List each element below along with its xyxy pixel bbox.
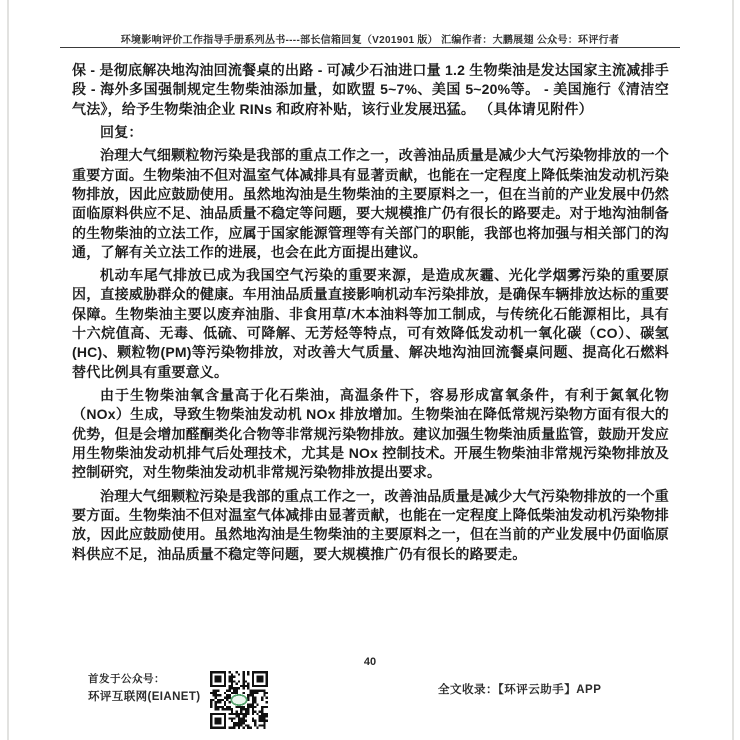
paragraph: 治理大气细颗粒污染是我部的重点工作之一，改善油品质量是减少大气污染物排放的一个重要方面。生物柴油不但对温室气体减排由显著贡献，也能在一定程度上降低柴油发动机污染物排放，因此应鼓励使用。虽然地沟油是生物柴油的主要原料之一，但在当前的产业发展中仍面临原料供应不足，油品质量不稳定等问题，要大规模推广仍有很长的路要走。 [72,487,669,562]
header-text: 环境影响评价工作指导手册系列丛书----部长信箱回复（V201901 版） 汇编作者：大鹏展翅 公众号：环评行者 [120,35,620,46]
scan-artifact-right [732,0,734,740]
paragraph: 保 - 是彻底解决地沟油回流餐桌的出路 - 可减少石油进口量 1.2 生物柴油是发达国家主流减排手段 - 海外多国强制规定生物柴油添加量，如欧盟 5~7%、美国 5~20%等。 - 美国施行《清洁空气法》，给予生物柴油企业 RINs 和政府补贴，该行业发展迅猛。 （具体请见附件） [72,62,669,117]
document-body [72,61,669,568]
page-header [63,31,677,46]
qr-center-logo [231,695,246,705]
scan-artifact-left [7,0,9,740]
paragraph: 治理大气细颗粒物污染是我部的重点工作之一，改善油品质量是减少大气污染物排放的一个重要方面。生物柴油不但对温室气体减排具有显著贡献，也能在一定程度上降低柴油发动机污染物排放，因此应鼓励使用。虽然地沟油是生物柴油的主要原料之一，但在当前的产业发展中仍然面临原料供应不足、油品质量不稳定等问题，要大规模推广仍有很长的路要走。对于地沟油制备的生物柴油的立法工作，应属于国家能源管理等有关部门的职能，我部也将加强与相关部门的沟通，了解有关立法工作的进展，也会在此方面提出建议。 [72,147,669,260]
paragraph: 回复： [100,123,143,140]
footer-source [88,671,201,704]
paragraph: 由于生物柴油氧含量高于化石柴油，高温条件下，容易形成富氧条件，有利于氮氧化物（NOx）生成，导致生物柴油发动机 NOx 排放增加。生物柴油在降低常规污染物方面有很大的优势，但是会增加醛酮类化合物等非常规污染物排放。建议加强生物柴油质量监管，鼓励开发应用生物柴油发动机排气后处理技术，尤其是 NOx 控制技术。开展生物柴油非常规污染物排放及控制研究，对生物柴油发动机非常规污染物排放提出要求。 [72,387,669,481]
footer-source-label: 首发于公众号： [88,673,165,685]
header-divider [60,47,680,48]
footer-app-note: 全文收录：【环评云助手】APP [438,684,602,696]
qr-code [210,671,268,729]
paragraph: 机动车尾气排放已成为我国空气污染的重要来源，是造成灰霾、光化学烟雾污染的重要原因，直接威胁群众的健康。车用油品质量直接影响机动车污染排放，是确保车辆排放达标的重要保障。生物柴油主要以废弃油脂、非食用草/木本油料等加工制成，与传统化石能源相比，具有十六烷值高、无毒、低硫、可降解、无芳烃等特点，可有效降低发动机一氧化碳（CO）、碳氢(HC)、颗粒物(PM)等污染物排放，对改善大气质量、解决地沟油回流餐桌问题、提高化石燃料替代比例具有重要意义。 [72,267,669,380]
page-number: 40 [363,656,377,668]
footer-source-name: 环评互联网(EIANET) [88,691,201,703]
